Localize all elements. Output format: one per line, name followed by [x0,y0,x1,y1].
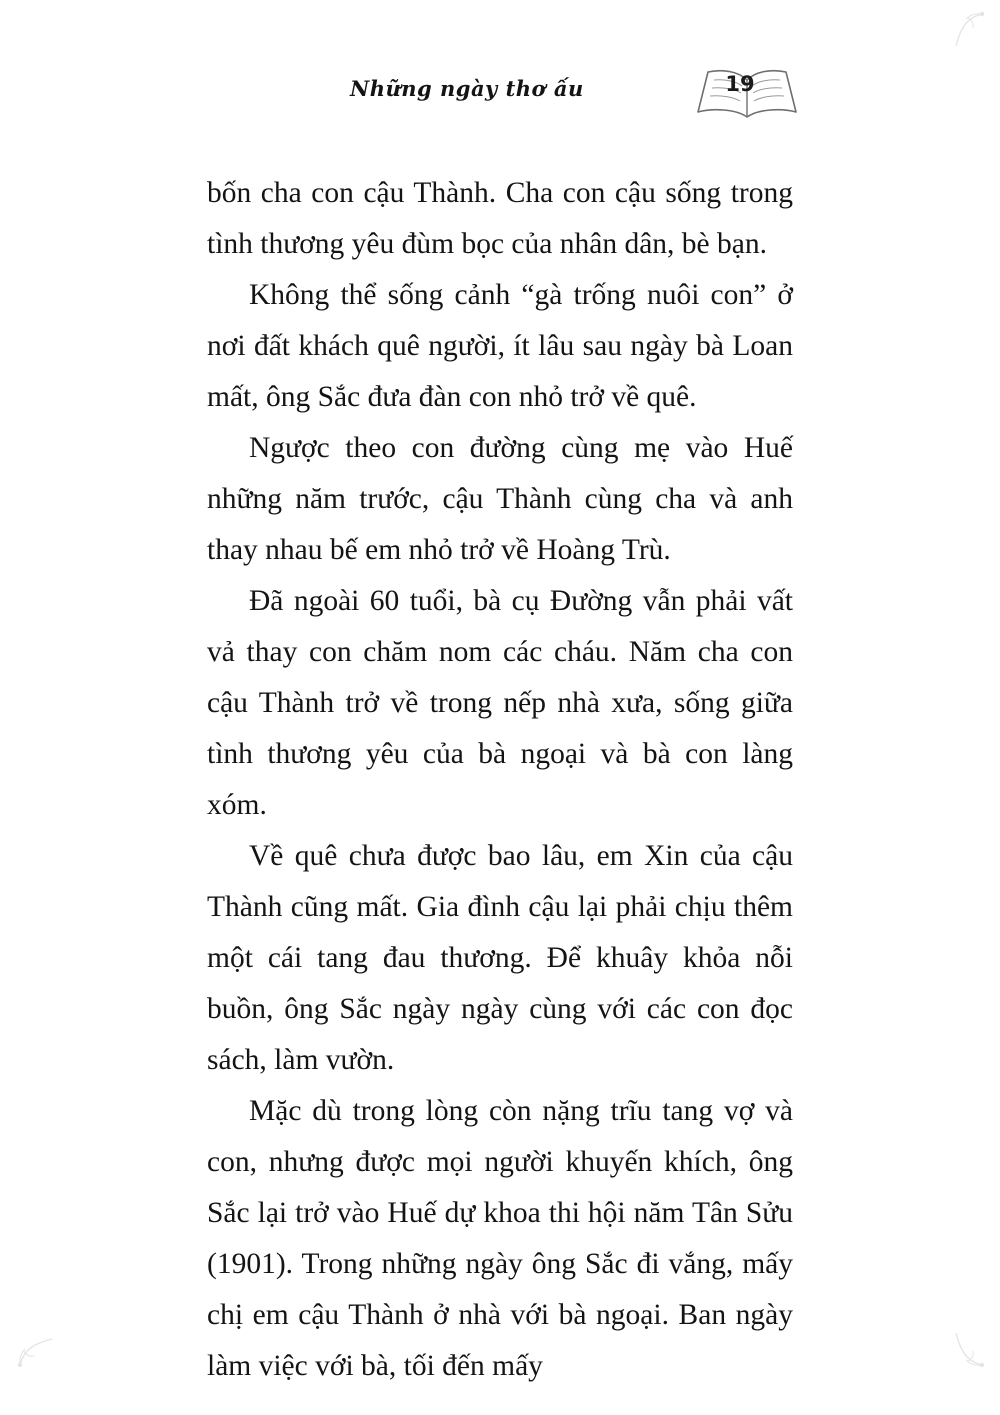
paragraph: Ngược theo con đường cùng mẹ vào Huế những năm trước, cậu Thành cùng cha và anh thay nhau bế em nhỏ trở về Hoàng Trù. [207,432,793,566]
paragraph: Mặc dù trong lòng còn nặng trĩu tang vợ và con, nhưng được mọi người khuyến khích, ông Sắc lại trở vào Huế dự khoa thi hội năm Tân Sửu (1901). Trong những ngày ông Sắc đi vắng, mấy chị em cậu Thành ở nhà với bà ngoại. Ban ngày làm việc với bà, tối đến mấy [207,1095,793,1382]
paragraph: bốn cha con cậu Thành. Cha con cậu sống trong tình thương yêu đùm bọc của nhân dân, bè bạn. [207,177,793,260]
page-body [207,168,793,1392]
page-number: 19 [725,72,755,96]
paragraph: Đã ngoài 60 tuổi, bà cụ Đường vẫn phải vất vả thay con chăm nom các cháu. Năm cha con cậu Thành trở về trong nếp nhà xưa, sống giữa tình thương yêu của bà ngoại và bà con làng xóm. [207,585,793,821]
flourish-icon [16,1329,56,1369]
paragraph: Không thể sống cảnh “gà trống nuôi con” ở nơi đất khách quê người, ít lâu sau ngày bà Loan mất, ông Sắc đưa đàn con nhỏ trở về quê. [207,279,793,413]
running-title: Những ngày thơ ấu [350,76,584,101]
flourish-icon [946,1329,986,1369]
paragraph: Về quê chưa được bao lâu, em Xin của cậu Thành cũng mất. Gia đình cậu lại phải chịu thêm một cái tang đau thương. Để khuây khỏa nỗi buồn, ông Sắc ngày ngày cùng với các con đọc sách, làm vườn. [207,840,793,1076]
flourish-icon [946,10,986,50]
page-header [200,62,810,132]
